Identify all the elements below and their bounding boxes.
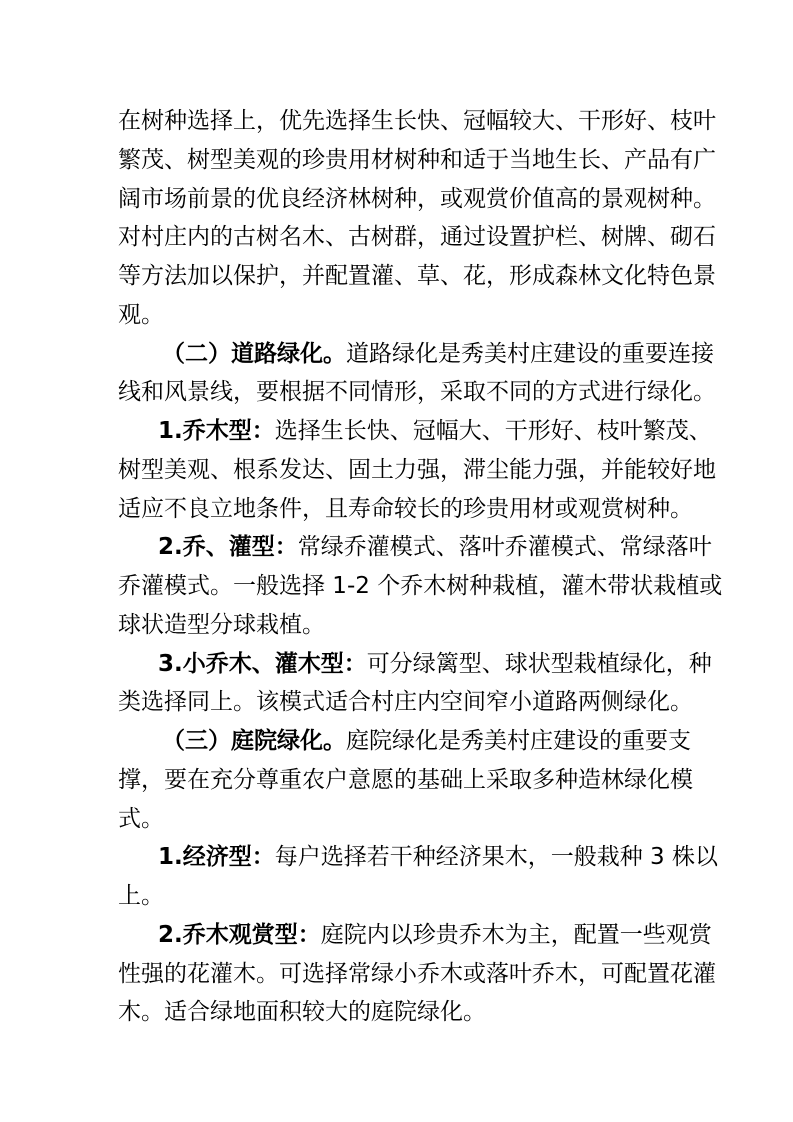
- text-line: [118, 838, 719, 877]
- bold-heading: 2.乔木观赏型：: [158, 921, 321, 948]
- text-line: [118, 373, 716, 412]
- document-body: [118, 102, 723, 1032]
- text-line: [118, 528, 712, 567]
- line-text: 在树种选择上，优先选择生长快、冠幅较大、干形好、枝叶: [118, 108, 716, 134]
- line-text: 线和风景线，要根据不同情形，采取不同的方式进行绿化。: [118, 379, 716, 406]
- text-line: [118, 257, 716, 296]
- line-text: 观。: [118, 301, 164, 328]
- text-line: [118, 877, 676, 916]
- line-text: 上。: [118, 883, 164, 909]
- line-text: 繁茂、树型美观的珍贵用材树种和适于当地生长、产品有广: [118, 146, 716, 173]
- bold-heading: （二）道路绿化。: [162, 340, 346, 367]
- line-text: 庭院绿化是秀美村庄建设的重要支: [346, 728, 691, 754]
- line-text: 庭院内以珍贵乔木为主，配置一些观赏: [320, 921, 712, 948]
- line-text: 对村庄内的古树名木、古树群，通过设置护栏、树牌、砌石: [118, 224, 716, 251]
- text-line: [118, 102, 716, 141]
- line-text: 撑，要在充分尊重农户意愿的基础上采取多种造林绿化模: [118, 766, 693, 793]
- line-text: 等方法加以保护，并配置灌、草、花，形成森林文化特色景: [118, 263, 716, 289]
- text-line: [118, 490, 693, 529]
- line-text: 球状造型分球栽植。: [118, 611, 325, 638]
- line-text: 式。: [118, 805, 164, 832]
- line-text: 树型美观、根系发达、固土力强，滞尘能力强，并能较好地: [118, 456, 716, 483]
- text-line: [118, 567, 723, 606]
- text-line: [118, 761, 693, 800]
- text-line: [118, 218, 716, 257]
- line-text: 性强的花灌木。可选择常绿小乔木或落叶乔木，可配置花灌: [118, 960, 716, 987]
- line-text: 道路绿化是秀美村庄建设的重要连接: [346, 340, 714, 367]
- text-line: [118, 606, 676, 645]
- text-line: [118, 412, 712, 451]
- text-line: [118, 296, 676, 335]
- text-line: [118, 916, 712, 955]
- text-line: [118, 335, 714, 374]
- text-line: [118, 645, 712, 684]
- line-text: 常绿乔灌模式、落叶乔灌模式、常绿落叶: [297, 534, 712, 561]
- text-line: [118, 722, 691, 761]
- bold-heading: （三）庭院绿化。: [162, 728, 346, 754]
- text-line: [118, 141, 716, 180]
- line-text: 类选择同上。该模式适合村庄内空间窄小道路两侧绿化。: [118, 689, 693, 716]
- line-text: 适应不良立地条件，且寿命较长的珍贵用材或观赏树种。: [118, 495, 693, 522]
- text-line: [118, 955, 716, 994]
- line-text: 可分绿篱型、球状型栽植绿化，种: [366, 650, 712, 677]
- bold-heading: 2.乔、灌型：: [158, 534, 298, 561]
- line-text: 选择生长快、冠幅大、干形好、枝叶繁茂、: [274, 418, 712, 444]
- bold-heading: 1.经济型：: [158, 844, 275, 871]
- bold-heading: 1.乔木型：: [158, 418, 275, 444]
- line-text: 乔灌模式。一般选择 1-2 个乔木树种栽植，灌木带状栽植或: [118, 573, 723, 599]
- bold-heading: 3.小乔木、灌木型：: [158, 650, 367, 677]
- text-line: [118, 451, 716, 490]
- text-line: [118, 180, 716, 219]
- line-text: 每户选择若干种经济果木，一般栽种 3 株以: [274, 844, 719, 871]
- text-line: [118, 800, 676, 839]
- text-line: [118, 683, 693, 722]
- line-text: 木。适合绿地面积较大的庭院绿化。: [118, 999, 486, 1026]
- text-line: [118, 993, 676, 1032]
- line-text: 阔市场前景的优良经济林树种，或观赏价值高的景观树种。: [118, 185, 716, 212]
